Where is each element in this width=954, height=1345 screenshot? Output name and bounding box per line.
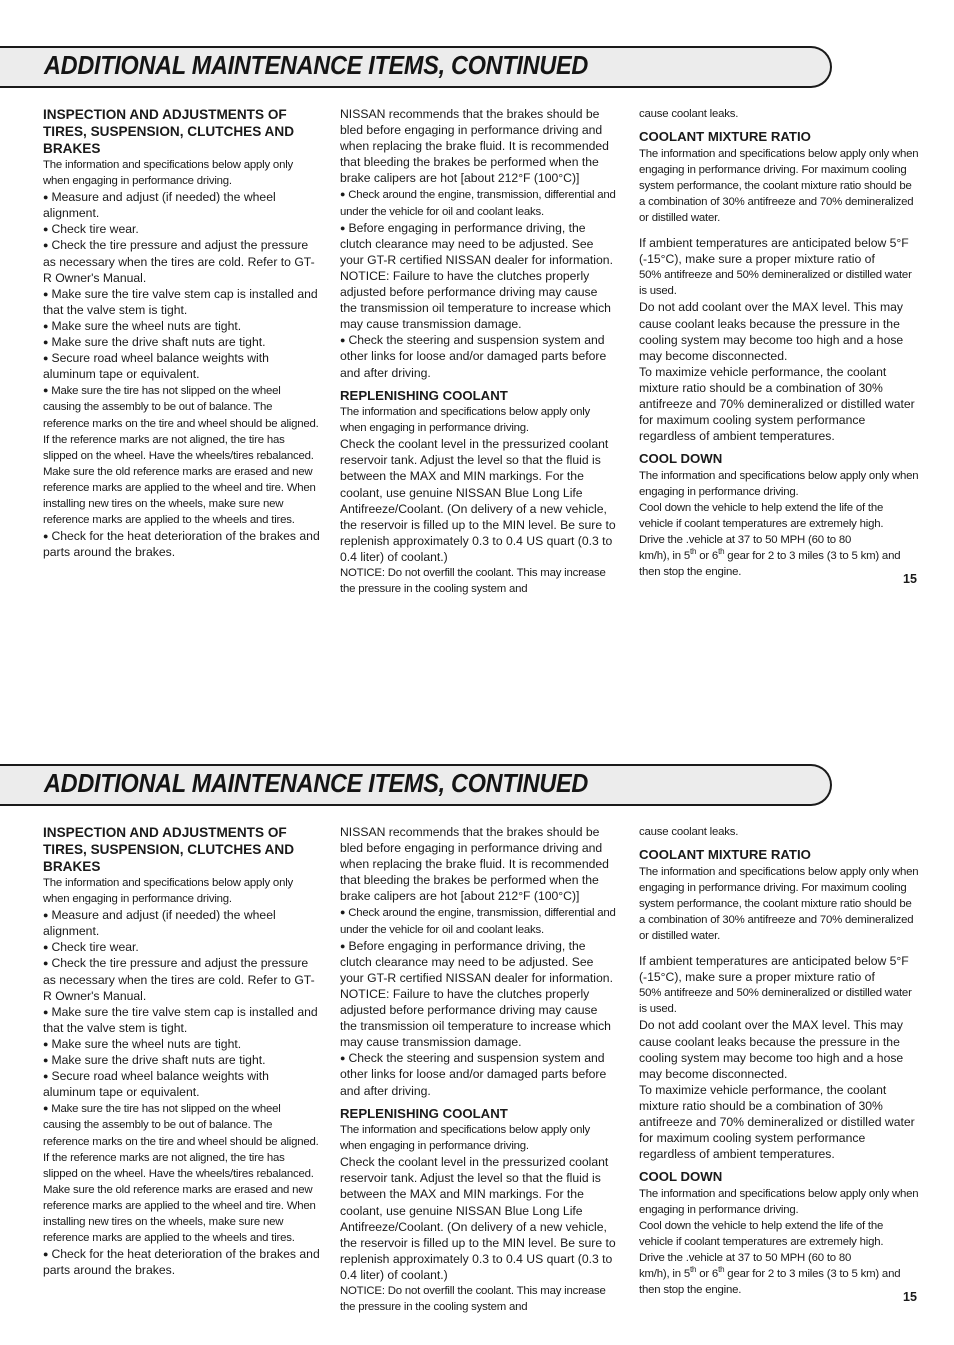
page-number: 15 — [903, 572, 917, 586]
section-heading: COOL DOWN — [639, 451, 723, 467]
list-item: ● Check around the engine, transmission, differential and under the vehicle for oil and coolant leaks. — [340, 904, 616, 937]
list-item: ● Secure road wheel balance weights with aluminum tape or equivalent. — [43, 1068, 321, 1100]
list-item: ● Before engaging in performance driving, the clutch clearance may need to be adjusted. See your GT-R certified NISSAN dealer for information. — [340, 938, 616, 986]
list-item: ● Check the steering and suspension system and other links for loose and/or damaged parts before and after driving. — [340, 332, 616, 380]
notice-text: NOTICE: Failure to have the clutches properly adjusted before performance driving may cause the transmission oil temperature to increase which may cause transmission damage. — [340, 268, 611, 332]
paragraph: NISSAN recommends that the brakes should be bled before engaging in performance driving and when replacing the brake fluid. It is recommended that bleeding the brakes be performed when the brake calipers are hot [about 212°F (100°C)] — [340, 107, 609, 186]
list-item: ● Measure and adjust (if needed) the wheel alignment. — [43, 189, 321, 221]
section-heading: INSPECTION AND ADJUSTMENTS OF TIRES, SUSPENSION, CLUTCHES AND BRAKES — [43, 825, 295, 874]
page-title: ADDITIONAL MAINTENANCE ITEMS, CONTINUED — [44, 52, 589, 80]
intro-text: The information and specifications below apply only when engaging in performance driving. — [340, 406, 591, 435]
title-banner — [0, 46, 832, 88]
list-item: ● Check the tire pressure and adjust the pressure as necessary when the tires are cold. Refer to GT-R Owner's Manual. — [43, 955, 321, 1003]
section-heading: COOL DOWN — [639, 1169, 723, 1185]
text-span: km/h), in 5 — [639, 1268, 690, 1281]
paragraph: To maximize vehicle performance, the coolant mixture ratio should be a combination of 30% antifreeze and 70% demineralized or distilled water for maximum cooling system performance regardless of ambient temperatures. — [639, 364, 915, 444]
section-heading: COOLANT MIXTURE RATIO — [639, 847, 811, 863]
list-item: ● Check for the heat deterioration of the brakes and parts around the brakes. — [43, 1246, 321, 1278]
paragraph: Do not add coolant over the MAX level. This may cause coolant leaks because the pressure in the cooling system may become too high and a hose may become disconnected. — [639, 300, 904, 363]
list-item: ● Check the tire pressure and adjust the pressure as necessary when the tires are cold. Refer to GT-R Owner's Manual. — [43, 237, 321, 285]
paragraph: Do not add coolant over the MAX level. This may cause coolant leaks because the pressure in the cooling system may become too high and a hose may become disconnected. — [639, 1018, 904, 1081]
paragraph: Check the coolant level in the pressurized coolant reservoir tank. Adjust the level so that the fluid is between the MAX and MIN markings. For the coolant, use genuine NISSAN Blue Long Life Antifreeze/Coolant. (On delivery of a new vehicle, the reservoir is filled up to the MIN level. Be sure to replenish approximately 0.3 to 0.4 US quart (0.3 to 0.4 liter) of coolant.) — [340, 437, 616, 564]
paragraph: Cool down the vehicle to help extend the life of the vehicle if coolant temperatures are extremely high. — [639, 501, 884, 531]
ordinal-suffix: th — [689, 1265, 697, 1275]
list-item: ● Make sure the drive shaft nuts are tight. — [43, 334, 321, 350]
column-1 — [43, 106, 321, 560]
notice-text: NOTICE: Do not overfill the coolant. This may increase the pressure in the cooling system and — [340, 1285, 606, 1314]
column-2 — [340, 824, 616, 1315]
notice-text: NOTICE: Failure to have the clutches properly adjusted before performance driving may cause the transmission oil temperature to increase which may cause transmission damage. — [340, 986, 611, 1050]
section-heading: COOLANT MIXTURE RATIO — [639, 129, 811, 145]
column-1 — [43, 824, 321, 1278]
list-item: ● Make sure the wheel nuts are tight. — [43, 318, 321, 334]
intro-text: The information and specifications below apply only when engaging in performance driving. — [43, 877, 294, 906]
text-span: Drive the .vehicle at 37 to 50 MPH (60 to 80 — [639, 1252, 852, 1265]
paragraph: If ambient temperatures are anticipated below 5°F (-15°C), make sure a proper mixture ratio of — [639, 236, 909, 267]
intro-text: The information and specifications below apply only when engaging in performance driving. — [639, 1187, 919, 1216]
list-item: ● Check tire wear. — [43, 939, 321, 955]
ordinal-suffix: th — [718, 547, 725, 557]
manual-page-bottom — [0, 718, 954, 1318]
ordinal-suffix: th — [718, 1265, 725, 1275]
paragraph — [639, 532, 919, 580]
column-3 — [639, 824, 919, 1298]
list-item: ● Measure and adjust (if needed) the wheel alignment. — [43, 907, 321, 939]
text-span: gear for 2 to 3 miles (3 to 5 km) and then stop the engine. — [639, 550, 901, 579]
section-heading: REPLENISHING COOLANT — [340, 387, 508, 403]
column-3 — [639, 106, 919, 580]
paragraph: Check the coolant level in the pressurized coolant reservoir tank. Adjust the level so that the fluid is between the MAX and MIN markings. For the coolant, use genuine NISSAN Blue Long Life Antifreeze/Coolant. (On delivery of a new vehicle, the reservoir is filled up to the MIN level. Be sure to replenish approximately 0.3 to 0.4 US quart (0.3 to 0.4 liter) of coolant.) — [340, 1155, 616, 1282]
list-item: ● Make sure the drive shaft nuts are tight. — [43, 1052, 321, 1068]
paragraph: NISSAN recommends that the brakes should be bled before engaging in performance driving and when replacing the brake fluid. It is recommended that bleeding the brakes be performed when the brake calipers are hot [about 212°F (100°C)] — [340, 825, 609, 904]
intro-text: The information and specifications below apply only when engaging in performance driving. — [340, 1124, 591, 1153]
column-2 — [340, 106, 616, 597]
paragraph — [639, 1250, 919, 1298]
list-item: ● Secure road wheel balance weights with aluminum tape or equivalent. — [43, 350, 321, 382]
list-item: ● Make sure the tire has not slipped on the wheel causing the assembly to be out of balance. The reference marks on the tire and wheel should be aligned. If the reference marks are not aligned, the tire has slipped on the wheel. Have the wheels/tires rebalanced. Make sure the old reference marks are erased and new reference marks are applied to the wheel and tire. When installing new tires on the wheels, make sure new reference marks are applied to the wheels and tires. — [43, 382, 321, 528]
text-span: gear for 2 to 3 miles (3 to 5 km) and then stop the engine. — [639, 1268, 901, 1297]
list-item: ● Make sure the tire valve stem cap is installed and that the valve stem is tight. — [43, 286, 321, 318]
ordinal-suffix: th — [689, 547, 697, 557]
list-item: ● Check for the heat deterioration of the brakes and parts around the brakes. — [43, 528, 321, 560]
text-span: or 6 — [696, 1268, 719, 1281]
list-item: ● Make sure the tire has not slipped on the wheel causing the assembly to be out of balance. The reference marks on the tire and wheel should be aligned. If the reference marks are not aligned, the tire has slipped on the wheel. Have the wheels/tires rebalanced. Make sure the old reference marks are erased and new reference marks are applied to the wheel and tire. When installing new tires on the wheels, make sure new reference marks are applied to the wheels and tires. — [43, 1100, 321, 1246]
section-heading: INSPECTION AND ADJUSTMENTS OF TIRES, SUSPENSION, CLUTCHES AND BRAKES — [43, 107, 295, 156]
list-item: ● Make sure the tire valve stem cap is installed and that the valve stem is tight. — [43, 1004, 321, 1036]
paragraph: The information and specifications below apply only when engaging in performance driving. For maximum cooling system performance, the coolant mixture ratio should be a combination of 30% antifreeze and 70% demineralized or distilled water. — [639, 147, 919, 224]
paragraph: To maximize vehicle performance, the coolant mixture ratio should be a combination of 30% antifreeze and 70% demineralized or distilled water for maximum cooling system performance regardless of ambient temperatures. — [639, 1082, 915, 1162]
text-span: Drive the .vehicle at 37 to 50 MPH (60 to 80 — [639, 534, 852, 547]
page-number: 15 — [903, 1290, 917, 1304]
list-item: ● Check around the engine, transmission, differential and under the vehicle for oil and coolant leaks. — [340, 186, 616, 219]
title-banner — [0, 764, 832, 806]
notice-text: NOTICE: Do not overfill the coolant. This may increase the pressure in the cooling system and — [340, 567, 606, 596]
intro-text: The information and specifications below apply only when engaging in performance driving. — [639, 469, 919, 498]
paragraph: If ambient temperatures are anticipated below 5°F (-15°C), make sure a proper mixture ratio of — [639, 954, 909, 985]
intro-text: The information and specifications below apply only when engaging in performance driving. — [43, 159, 294, 188]
list-item: ● Check tire wear. — [43, 221, 321, 237]
paragraph: 50% antifreeze and 50% demineralized or distilled water is used. — [639, 987, 912, 1016]
text-span: km/h), in 5 — [639, 550, 690, 563]
paragraph: The information and specifications below apply only when engaging in performance driving. For maximum cooling system performance, the coolant mixture ratio should be a combination of 30% antifreeze and 70% demineralized or distilled water. — [639, 865, 919, 942]
manual-page-top — [0, 0, 954, 600]
paragraph: cause coolant leaks. — [639, 108, 739, 120]
list-item: ● Before engaging in performance driving, the clutch clearance may need to be adjusted. See your GT-R certified NISSAN dealer for information. — [340, 220, 616, 268]
paragraph: cause coolant leaks. — [639, 826, 739, 838]
section-heading: REPLENISHING COOLANT — [340, 1105, 508, 1121]
list-item: ● Check the steering and suspension system and other links for loose and/or damaged parts before and after driving. — [340, 1050, 616, 1098]
text-span: or 6 — [696, 550, 719, 563]
paragraph: Cool down the vehicle to help extend the life of the vehicle if coolant temperatures are extremely high. — [639, 1219, 884, 1249]
list-item: ● Make sure the wheel nuts are tight. — [43, 1036, 321, 1052]
paragraph: 50% antifreeze and 50% demineralized or distilled water is used. — [639, 269, 912, 298]
page-title: ADDITIONAL MAINTENANCE ITEMS, CONTINUED — [44, 770, 589, 798]
